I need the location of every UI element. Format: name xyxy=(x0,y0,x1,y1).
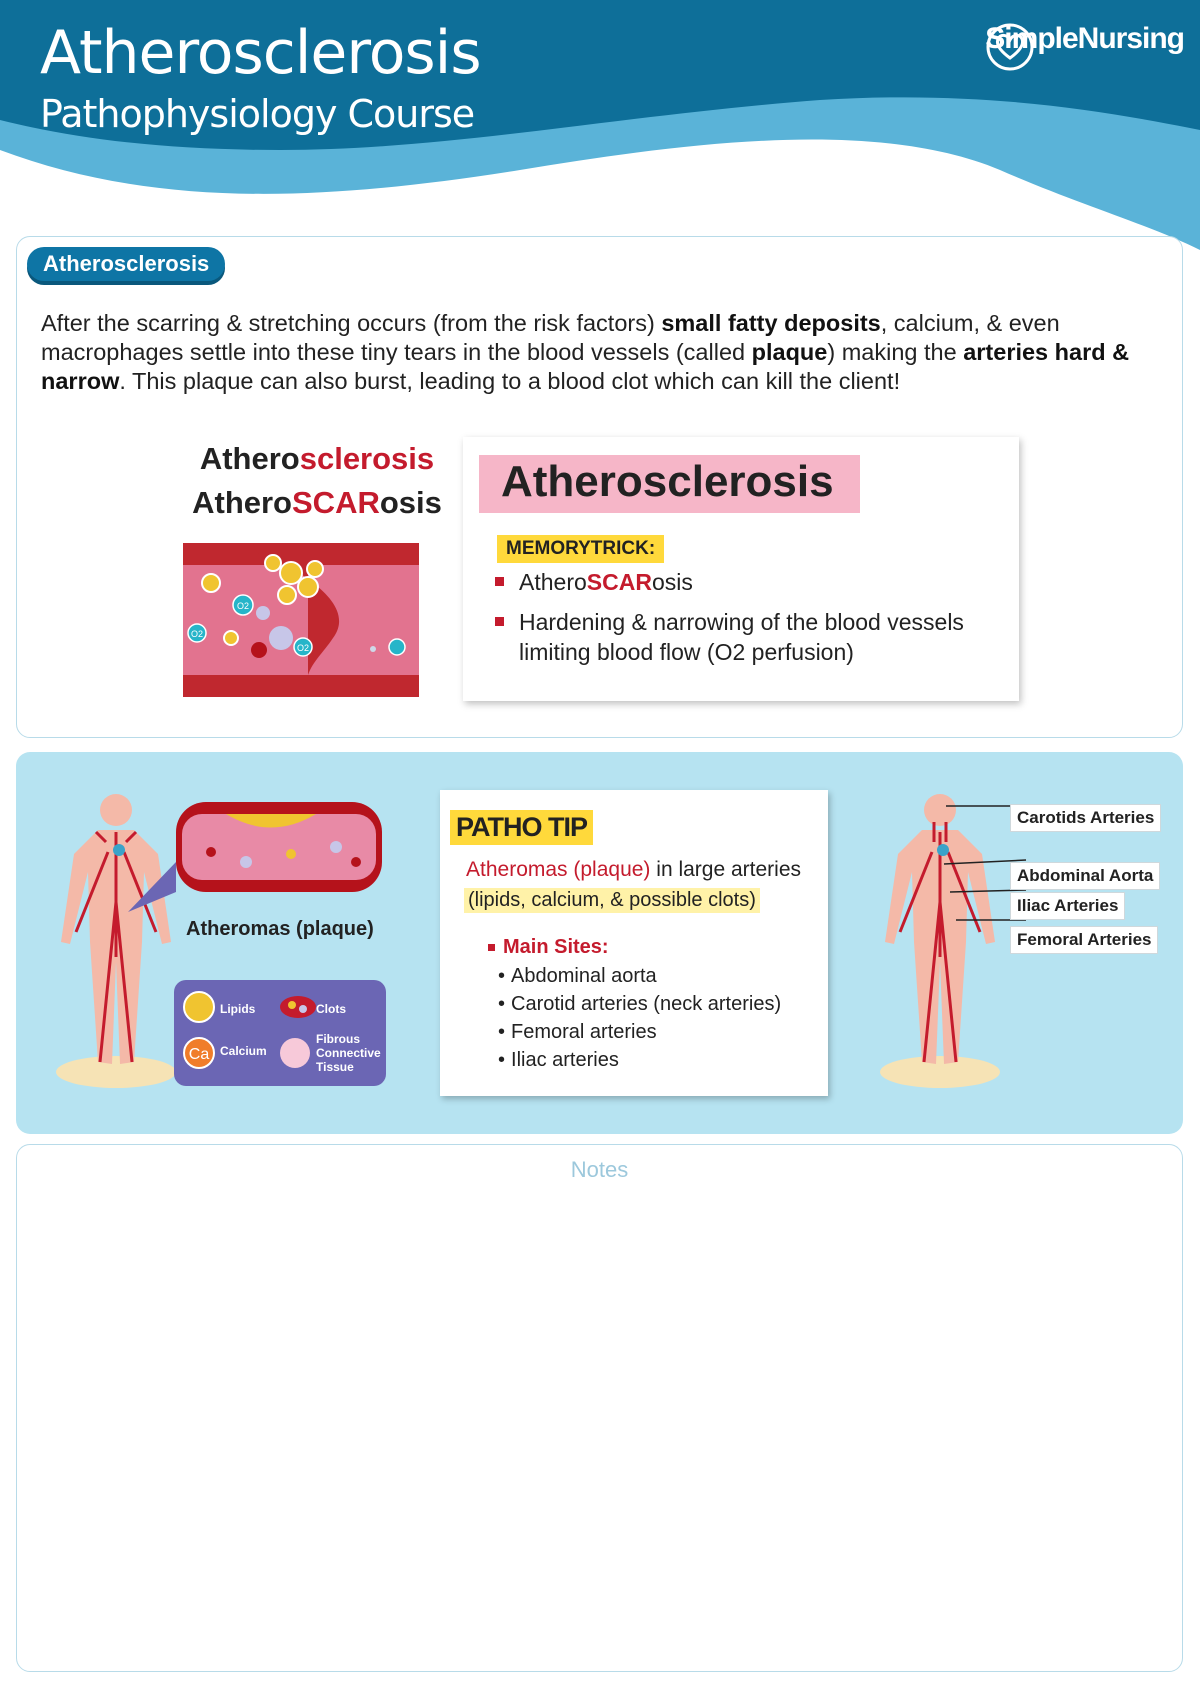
calcium-icon xyxy=(182,1036,216,1070)
memory-trick-card xyxy=(463,437,1019,701)
notes-area[interactable] xyxy=(16,1144,1183,1672)
list-item: • Femoral arteries xyxy=(498,1018,781,1046)
main-sites-label: Main Sites: xyxy=(488,936,609,959)
patho-tip-line2: (lipids, calcium, & possible clots) xyxy=(464,888,760,913)
page-subtitle: Pathophysiology Course xyxy=(40,92,475,136)
list-item: • Carotid arteries (neck arteries) xyxy=(498,990,781,1018)
svg-text:O2: O2 xyxy=(190,629,204,639)
patho-tip-section xyxy=(16,752,1183,1134)
list-item: • Abdominal aorta xyxy=(498,962,781,990)
page-title: Atherosclerosis xyxy=(40,18,481,88)
artery-plaque-illustration xyxy=(183,543,419,697)
main-sites-list xyxy=(498,962,781,1074)
patho-tip-line1: Atheromas (plaque) in large arteries xyxy=(466,858,802,881)
lipids-icon xyxy=(182,990,216,1024)
plaque-legend: Lipids Clots Ca Calcium Fibrous Connective Tissue xyxy=(174,980,386,1086)
mnemonic-heading: Atherosclerosis AtheroSCARosis xyxy=(192,441,442,520)
list-item: Hardening & narrowing of the blood vessels limiting blood flow (O2 perfusion) xyxy=(493,607,993,667)
patho-tip-title: PATHO TIP xyxy=(450,810,593,845)
card-title: Atherosclerosis xyxy=(479,455,860,513)
memory-trick-list xyxy=(493,567,993,677)
section-pill: Atherosclerosis xyxy=(27,247,225,281)
atheromas-label: Atheromas (plaque) xyxy=(186,918,374,940)
label-carotids: Carotids Arteries xyxy=(1010,804,1161,832)
page-header xyxy=(0,0,1200,250)
memory-trick-tag: MEMORYTRICK: xyxy=(497,535,664,563)
list-item: • Iliac arteries xyxy=(498,1046,781,1074)
intro-paragraph: After the scarring & stretching occurs (from the risk factors) small fatty deposits, calcium, & even macrophages settle into these tiny tears in the blood vessels (called plaque) making the arteries hard & narrow. This plaque can also burst, leading to a blood clot which can kill the client! xyxy=(41,310,1130,394)
notes-label: Notes xyxy=(570,1157,629,1182)
label-femoral: Femoral Arteries xyxy=(1010,926,1158,954)
label-iliac: Iliac Arteries xyxy=(1010,892,1125,920)
patho-tip-card xyxy=(440,790,828,1096)
svg-text:O2: O2 xyxy=(236,601,250,611)
stethoscope-heart-icon xyxy=(985,22,1035,72)
brand-name: SimpleNursing xyxy=(985,22,1184,55)
overview-section xyxy=(16,236,1183,738)
svg-text:O2: O2 xyxy=(296,643,310,653)
fibrous-tissue-icon xyxy=(278,1036,312,1070)
body-figure-right xyxy=(860,792,1030,1092)
svg-text:Ca: Ca xyxy=(188,1046,210,1063)
list-item: AtheroSCARosis xyxy=(493,567,993,597)
brand-logo xyxy=(985,22,1184,56)
clots-icon xyxy=(278,992,318,1022)
label-abdominal-aorta: Abdominal Aorta xyxy=(1010,862,1160,890)
